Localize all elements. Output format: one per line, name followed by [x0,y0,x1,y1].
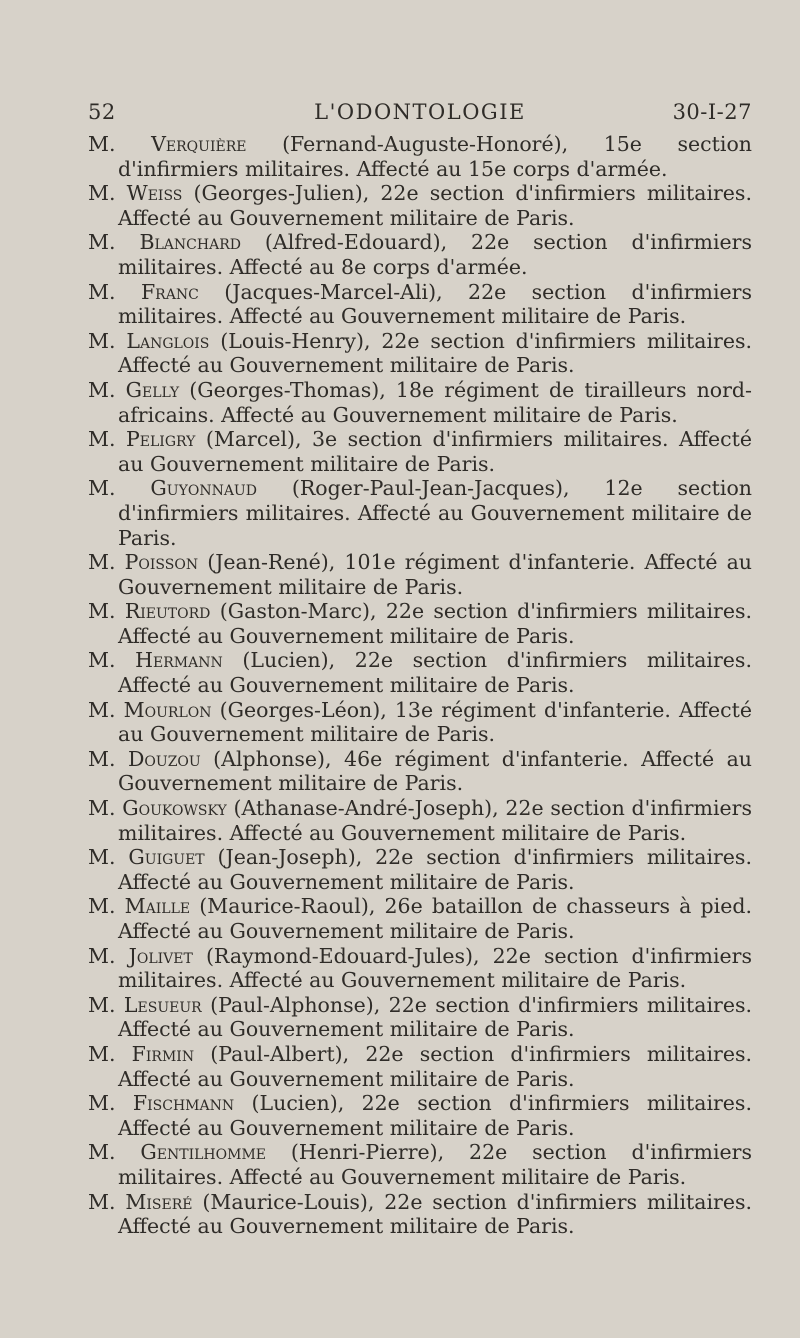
entry-prefix: M. [88,1189,116,1214]
list-item [88,747,752,796]
page-number: 52 [88,100,116,124]
running-header [88,100,752,130]
entry-text: (Georges-Julien), 22e section d'infirmiers militaires. Affecté au Gouvernement militaire de Paris. [118,181,752,230]
list-item [88,698,752,747]
list-item [88,993,752,1042]
entry-text: (Jean-Joseph), 22e section d'infirmiers militaires. Affecté au Gouvernement militaire de Paris. [118,845,752,894]
list-item [88,894,752,943]
entry-text: (Raymond-Edouard-Jules), 22e section d'infirmiers militaires. Affecté au Gouvernement militaire de Paris. [118,943,752,993]
entry-name: Jolivet [128,943,193,968]
list-item [88,1042,752,1091]
entry-name: Firmin [131,1041,195,1066]
entry-name: Douzou [127,746,201,771]
entry-text: (Maurice-Raoul), 26e bataillon de chasseurs à pied. Affecté au Gouvernement militaire de Paris. [118,894,752,943]
entry-name: Weiss [126,181,183,206]
entry-name: Maille [124,894,191,919]
entry-text: (Fernand-Auguste-Honoré), 15e section d'infirmiers militaires. Affecté au 15e corps d'armée. [118,132,752,181]
entry-prefix: M. [88,230,116,255]
entry-name: Gentilhomme [140,1140,267,1165]
entry-name: Guyonnaud [150,476,257,501]
entry-name: Goukowsky [122,796,227,821]
issue-date: 30-I-27 [672,100,752,124]
entry-text: (Louis-Henry), 22e section d'infirmiers militaires. Affecté au Gouvernement militaire de Paris. [118,328,752,378]
list-item [88,1091,752,1140]
entry-prefix: M. [88,599,116,624]
list-item [88,944,752,993]
list-item [88,181,752,230]
list-item [88,329,752,378]
entry-text: (Paul-Alphonse), 22e section d'infirmiers militaires. Affecté au Gouvernement militaire de Paris. [118,992,752,1042]
entry-prefix: M. [88,1091,116,1116]
list-item [88,550,752,599]
entry-name: Blanchard [139,230,241,255]
entry-name: Fischmann [132,1091,235,1116]
list-item [88,427,752,476]
entry-name: Langlois [126,328,210,353]
entry-prefix: M. [88,132,116,156]
list-item [88,1190,752,1239]
entry-prefix: M. [88,894,116,919]
entry-name: Verquière [151,132,247,156]
entry-text: (Lucien), 22e section d'infirmiers militaires. Affecté au Gouvernement militaire de Paris. [118,648,752,698]
entry-prefix: M. [88,476,116,501]
entry-name: Hermann [135,648,223,673]
entry-text: (Henri-Pierre), 22e section d'infirmiers militaires. Affecté au Gouvernement militaire de Paris. [118,1140,752,1189]
entry-text: (Lucien), 22e section d'infirmiers militaires. Affecté au Gouvernement militaire de Paris. [118,1091,752,1140]
entry-prefix: M. [88,181,116,206]
entry-text: (Jacques-Marcel-Ali), 22e section d'infirmiers militaires. Affecté au Gouvernement militaire de Paris. [118,279,752,329]
list-item [88,280,752,329]
list-item [88,378,752,427]
entry-name: Peligry [125,427,196,452]
entry-prefix: M. [88,845,116,870]
entry-prefix: M. [88,377,116,402]
entry-prefix: M. [88,992,116,1017]
entry-name: Gelly [125,377,180,402]
entry-text: (Jean-René), 101e régiment d'infanterie. Affecté au Gouvernement militaire de Paris. [118,550,752,599]
entry-name: Miseré [125,1189,193,1214]
entry-text: (Georges-Léon), 13e régiment d'infanterie. Affecté au Gouvernement militaire de Paris. [118,697,752,747]
entry-text: (Georges-Thomas), 18e régiment de tirailleurs nord-africains. Affecté au Gouvernement militaire de Paris. [118,377,752,427]
entry-name: Guiguet [128,845,205,870]
entry-text: (Roger-Paul-Jean-Jacques), 12e section d'infirmiers militaires. Affecté au Gouvernement militaire de Paris. [118,476,752,550]
list-item [88,796,752,845]
list-item [88,1140,752,1189]
list-item [88,648,752,697]
entry-prefix: M. [88,1041,116,1066]
entry-prefix: M. [88,746,116,771]
entry-prefix: M. [88,648,116,673]
entry-text: (Gaston-Marc), 22e section d'infirmiers militaires. Affecté au Gouvernement militaire de Paris. [118,599,752,648]
entry-prefix: M. [88,697,116,722]
entry-name: Lesueur [123,992,202,1017]
entry-name: Mourlon [123,697,212,722]
entry-prefix: M. [88,279,116,304]
entry-text: (Marcel), 3e section d'infirmiers militaires. Affecté au Gouvernement militaire de Paris. [118,427,752,476]
entry-name: Rieutord [124,599,211,624]
list-item [88,599,752,648]
entry-prefix: M. [88,943,116,968]
entry-prefix: M. [88,550,116,575]
entry-name: Franc [140,279,199,304]
entry-text: (Paul-Albert), 22e section d'infirmiers militaires. Affecté au Gouvernement militaire de Paris. [118,1041,752,1091]
entry-text: (Alfred-Edouard), 22e section d'infirmiers militaires. Affecté au 8e corps d'armée. [118,230,752,279]
appointment-list [88,132,752,1239]
entry-text: (Maurice-Louis), 22e section d'infirmiers militaires. Affecté au Gouvernement militaire de Paris. [118,1189,752,1239]
entry-prefix: M. [88,1140,116,1165]
entry-name: Poisson [124,550,199,575]
entry-text: (Alphonse), 46e régiment d'infanterie. Affecté au Gouvernement militaire de Paris. [118,746,752,796]
journal-title: L'ODONTOLOGIE [314,100,526,124]
list-item [88,476,752,550]
entry-prefix: M. [88,796,116,821]
list-item [88,845,752,894]
entry-prefix: M. [88,328,116,353]
list-item [88,230,752,279]
entry-prefix: M. [88,427,116,452]
list-item [88,132,752,181]
entry-text: (Athanase-André-Joseph), 22e section d'infirmiers militaires. Affecté au Gouvernement militaire de Paris. [118,796,752,845]
